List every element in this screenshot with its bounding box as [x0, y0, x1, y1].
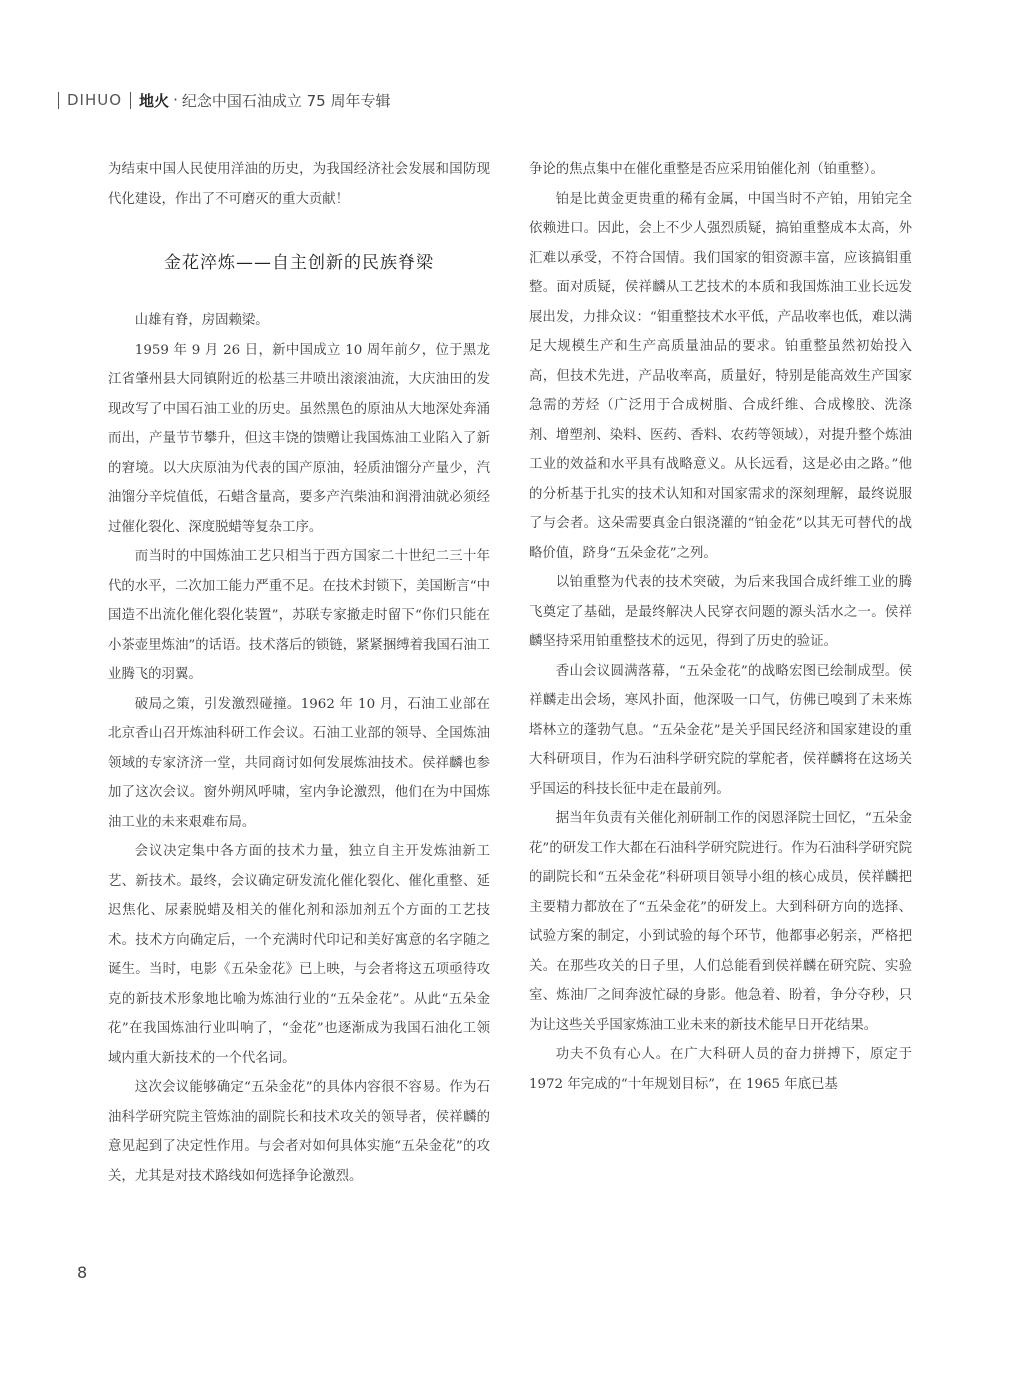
- section-title: 金花淬炼——自主创新的民族脊梁: [164, 253, 434, 273]
- header-magazine-name: 地火: [139, 91, 170, 110]
- body-paragraph: 功夫不负有心人。在广大科研人员的奋力拼搏下，原定于 1972 年完成的“十年规划目标”，在 1965 年底已基: [529, 1047, 912, 1092]
- body-paragraph: 山雄有脊，房固赖梁。: [134, 313, 269, 328]
- body-paragraph: 破局之策，引发激烈碰撞。1962 年 10 月，石油工业部在北京香山召开炼油科研工作会议。石油工业部的领导、全国炼油领域的专家济济一堂，共同商讨如何发展炼油技术。侯祥麟也参加了这次会议。窗外朔风呼啸，室内争论激烈，他们在为中国炼油工业的未来艰难布局。: [108, 696, 490, 830]
- header-brand: DIHUO: [67, 91, 123, 109]
- body-paragraph: 会议决定集中各方面的技术力量，独立自主开发炼油新工艺、新技术。最终，会议确定研发流化催化裂化、催化重整、延迟焦化、尿素脱蜡及相关的催化剂和添加剂五个方面的工艺技术。技术方向确定后，一个充满时代印记和美好寓意的名字随之诞生。当时，电影《五朵金花》已上映，与会者将这五项亟待攻克的新技术形象地比喻为炼油行业的“五朵金花”。从此“五朵金花”在我国炼油行业叫响了，“金花”也逐渐成为我国石油化工领域内重大新技术的一个代名词。: [108, 844, 490, 1066]
- lead-paragraph: 为结束中国人民使用洋油的历史，为我国经济社会发展和国防现代化建设，作出了不可磨灭的重大贡献！: [108, 162, 490, 207]
- header-separator: ·: [173, 91, 178, 109]
- continuation-paragraph: 争论的焦点集中在催化重整是否应采用铂催化剂（铂重整）。: [529, 162, 884, 177]
- right-column: [529, 155, 912, 1099]
- header-column-title: 纪念中国石油成立 75 周年专辑: [181, 91, 391, 110]
- page-number: 8: [77, 1263, 88, 1282]
- header-divider: [58, 92, 59, 109]
- header-divider: [130, 92, 131, 109]
- body-paragraph: 据当年负责有关催化剂研制工作的闵恩泽院士回忆，“五朵金花”的研发工作大都在石油科学研究院进行。作为石油科学研究院的副院长和“五朵金花”科研项目领导小组的核心成员，侯祥麟把主要精力都放在了“五朵金花”的研发上。大到科研方向的选择、试验方案的制定，小到试验的每个环节，他都事必躬亲，严格把关。在那些攻关的日子里，人们总能看到侯祥麟在研究院、实验室、炼油厂之间奔波忙碌的身影。他急着、盼着，争分夺秒，只为让这些关乎国家炼油工业未来的新技术能早日开花结果。: [529, 811, 912, 1033]
- body-paragraph: 铂是比黄金更贵重的稀有金属，中国当时不产铂，用铂完全依赖进口。因此，会上不少人强烈质疑，搞铂重整成本太高，外汇难以承受，不符合国情。我们国家的钼资源丰富，应该搞钼重整。面对质疑，侯祥麟从工艺技术的本质和我国炼油工业长远发展出发，力排众议：“钼重整技术水平低，产品收率也低，难以满足大规模生产和生产高质量油品的要求。铂重整虽然初始投入高，但技术先进，产品收率高，质量好，特别是能高效生产国家急需的芳烃（广泛用于合成树脂、合成纤维、合成橡胶、洗涤剂、增塑剂、染料、医药、香料、农药等领域），对提升整个炼油工业的效益和水平具有战略意义。从长远看，这是必由之路。”他的分析基于扎实的技术认知和对国家需求的深刻理解，最终说服了与会者。这朵需要真金白银浇灌的“铂金花”以其无可替代的战略价值，跻身“五朵金花”之列。: [529, 191, 912, 561]
- body-paragraph: 以铂重整为代表的技术突破，为后来我国合成纤维工业的腾飞奠定了基础，是最终解决人民穿衣问题的源头活水之一。侯祥麟坚持采用铂重整技术的远见，得到了历史的验证。: [529, 575, 912, 649]
- body-paragraph: 1959 年 9 月 26 日，新中国成立 10 周年前夕，位于黑龙江省肇州县大同镇附近的松基三井喷出滚滚油流，大庆油田的发现改写了中国石油工业的历史。虽然黑色的原油从大地深处奔涌而出，产量节节攀升，但这丰饶的馈赠让我国炼油工业陷入了新的窘境。以大庆原油为代表的国产原油，轻质油馏分产量少，汽油馏分辛烷值低，石蜡含量高，要多产汽柴油和润滑油就必须经过催化裂化、深度脱蜡等复杂工序。: [108, 342, 490, 535]
- body-paragraph: 这次会议能够确定“五朵金花”的具体内容很不容易。作为石油科学研究院主管炼油的副院长和技术攻关的领导者，侯祥麟的意见起到了决定性作用。与会者对如何具体实施“五朵金花”的攻关，尤其是对技术路线如何选择争论激烈。: [108, 1080, 490, 1184]
- body-paragraph: 而当时的中国炼油工艺只相当于西方国家二十世纪二三十年代的水平，二次加工能力严重不足。在技术封锁下，美国断言“中国造不出流化催化裂化装置”，苏联专家撤走时留下“你们只能在小茶壶里炼油”的话语。技术落后的锁链，紧紧捆缚着我国石油工业腾飞的羽翼。: [108, 549, 490, 682]
- body-paragraph: 香山会议圆满落幕，“五朵金花”的战略宏图已绘制成型。侯祥麟走出会场，寒风扑面，他深吸一口气，仿佛已嗅到了未来炼塔林立的蓬勃气息。“五朵金花”是关乎国民经济和国家建设的重大科研项目，作为石油科学研究院的掌舵者，侯祥麟将在这场关乎国运的科技长征中走在最前列。: [529, 663, 912, 797]
- left-column: [108, 155, 490, 1191]
- running-header: [58, 89, 390, 111]
